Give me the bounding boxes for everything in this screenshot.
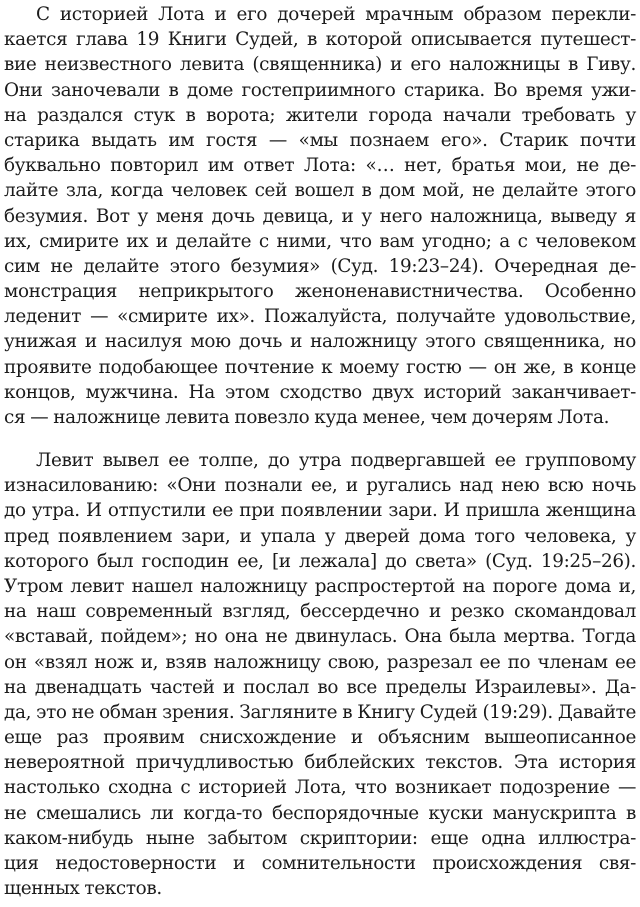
text-line: которого был господин ее, [и лежала] до света» (Суд. 19:25–26). [4,550,636,572]
text-line: до утра. И отпустили ее при появлении зари. И пришла женщина [4,500,636,522]
paragraph-lot-and-levite [4,2,636,430]
text-line: старика выдать им гостя — «мы познаем его». Старик почти [4,129,636,151]
text-line: еще раз проявим снисхождение и объясним вышеописанное [4,727,636,749]
paragraph-levite-concubine [4,448,636,901]
text-line: настолько сходна с историей Лота, что возникает подозрение — [4,777,636,799]
text-line: ся — наложнице левита повезло куда менее, чем дочерям Лота. [4,407,610,428]
text-line: безумия. Вот у меня дочь девица, и у него наложница, выведу я [4,205,636,227]
text-line: леденит — «смирите их». Пожалуйста, получайте удовольствие, [4,306,636,328]
text-line: монстрация неприкрытого женоненавистничества. Особенно [4,281,636,303]
text-line: он «взял нож и, взяв наложницу свою, разрезал ее по членам ее [4,651,636,673]
text-line: на двенадцать частей и послал во все пределы Израилевы». Да- [4,676,636,698]
text-line: буквально повторил им ответ Лота: «… нет, братья мои, не де- [4,155,636,177]
text-line: лайте зла, когда человек сей вошел в дом мой, не делайте этого [4,180,636,202]
text-line: не смешались ли когда-то беспорядочные куски манускрипта в [4,802,636,824]
text-line: на наш современный взгляд, бессердечно и резко скомандовал [4,601,636,623]
text-line: ция недостоверности и сомнительности происхождения свя- [4,853,636,874]
text-line: унижая и насилуя мою дочь и наложницу этого священника, но [4,331,636,353]
text-line: «вставай, пойдем»; но она не двинулась. Она была мертва. Тогда [4,626,636,648]
text-line: да, это не обман зрения. Загляните в Книгу Судей (19:29). Давайте [4,701,636,723]
text-line: Утром левит нашел наложницу распростертой на пороге дома и, [4,575,636,597]
text-line: щенных текстов. [4,878,162,900]
text-line: изнасилованию: «Они познали ее, и ругались над нею всю ночь [4,475,636,497]
text-line: кается глава 19 Книги Судей, в которой описывается путешест- [4,29,636,51]
text-line: Они заночевали в доме гостеприимного старика. Во время ужи- [4,79,636,101]
text-line: сим не делайте этого безумия» (Суд. 19:23–24). Очередная де- [4,255,636,277]
text-line: на раздался стук в ворота; жители города начали требовать у [4,104,636,126]
text-line: проявите подобающее почтение к моему гостю — он же, в конце [4,356,636,378]
text-line: пред появлением зари, и упала у дверей дома того человека, у [4,525,636,547]
text-line: Левит вывел ее толпе, до утра подвергавшей ее групповому [36,450,636,471]
text-line: каком-нибудь ныне забытом скриптории: еще одна иллюстра- [4,827,636,849]
text-line: их, смирите их и делайте с ними, что вам угодно; а с человеком [4,230,636,252]
text-line: невероятной причудливостью библейских текстов. Эта история [4,752,636,774]
text-line: С историей Лота и его дочерей мрачным образом перекли- [36,4,636,25]
text-line: концов, мужчина. На этом сходство двух историй заканчивает- [4,381,636,403]
text-line: вие неизвестного левита (священника) и его наложницы в Гиву. [4,54,636,76]
